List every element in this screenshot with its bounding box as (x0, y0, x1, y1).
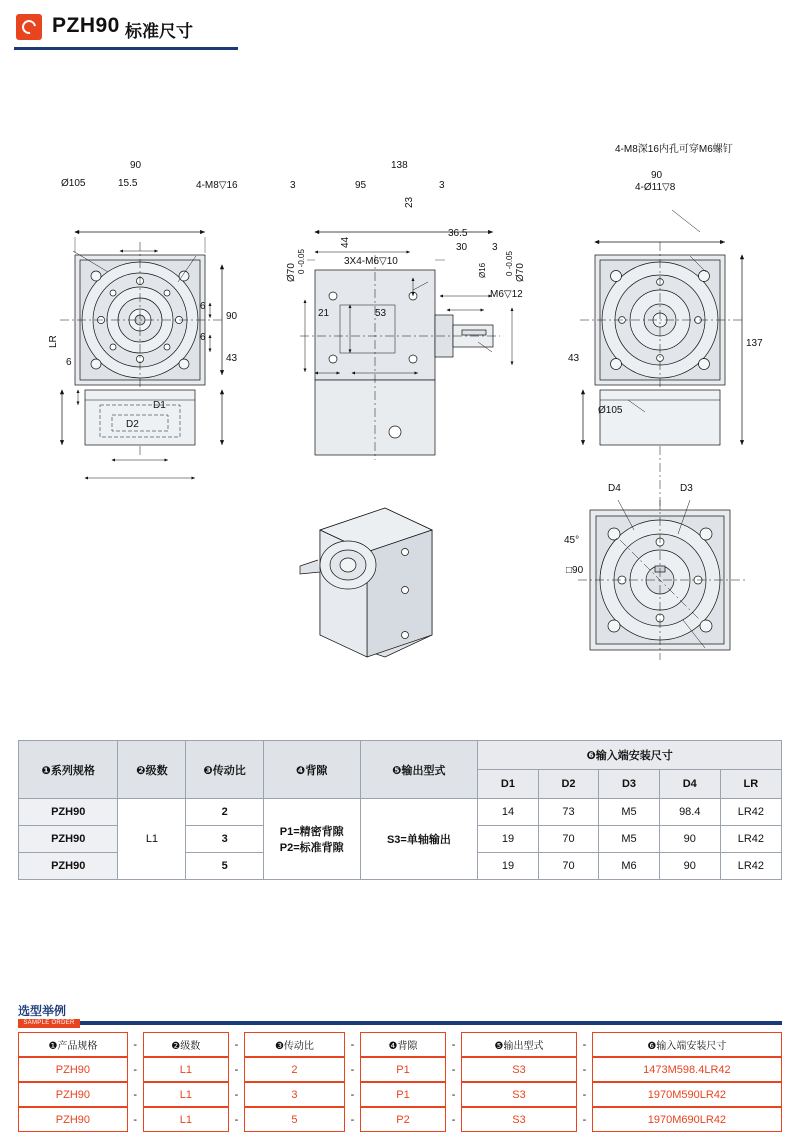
gear-logo-icon (16, 14, 42, 40)
order-cell-output: S3 (461, 1057, 577, 1082)
order-cell-stages: L1 (143, 1082, 229, 1107)
cell-lr: LR42 (720, 799, 781, 826)
cell-stages: L1 (118, 799, 186, 880)
cell-d4: 90 (659, 826, 720, 853)
cell-lr: LR42 (720, 853, 781, 880)
th-input-group: ❻输入端安装尺寸 (478, 741, 782, 770)
dim-front-6b: 6 (200, 332, 206, 343)
dim-front-43: 43 (226, 353, 238, 364)
rear-view (580, 210, 742, 510)
order-dash: - (582, 1038, 587, 1051)
cell-d3: M5 (599, 799, 660, 826)
cell-d1: 19 (478, 826, 539, 853)
order-th-2: ❸传动比 (244, 1032, 345, 1057)
header-rule (14, 47, 238, 50)
order-cell-stages: L1 (143, 1107, 229, 1132)
order-row (18, 1082, 782, 1107)
dim-front-6a: 6 (200, 301, 206, 312)
cell-d2: 73 (538, 799, 599, 826)
dim-front-d1: D1 (153, 400, 166, 411)
order-cell-spec: PZH90 (18, 1107, 128, 1132)
dim-front-90-top: 90 (130, 160, 142, 171)
cell-backlash (263, 799, 360, 880)
note-front-4-m8: 4-M8▽16 (196, 180, 238, 191)
order-dash: - (350, 1113, 355, 1126)
order-dash: - (350, 1063, 355, 1076)
cell-ratio: 3 (186, 826, 263, 853)
dim-side-3a: 3 (290, 180, 296, 191)
dim-rear-43: 43 (568, 353, 580, 364)
sample-order-table (18, 1032, 782, 1132)
order-dash: - (133, 1038, 138, 1051)
dim-bottom-d3: D3 (680, 483, 693, 494)
cell-d2: 70 (538, 853, 599, 880)
order-dash: - (234, 1088, 239, 1101)
order-cell-ratio: 3 (244, 1082, 345, 1107)
order-row (18, 1107, 782, 1132)
note-side-3x4-m6: 3X4-M6▽10 (344, 256, 398, 267)
order-dash: - (451, 1038, 456, 1051)
order-dash: - (234, 1113, 239, 1126)
cell-lr: LR42 (720, 826, 781, 853)
th-stages: ❷级数 (118, 741, 186, 799)
th-d3: D3 (599, 770, 660, 799)
th-backlash: ❹背隙 (263, 741, 360, 799)
order-cell-input: 1970M590LR42 (592, 1082, 782, 1107)
order-dash: - (451, 1088, 456, 1101)
front-view (60, 232, 222, 478)
dim-side-21: 21 (318, 308, 330, 319)
th-output: ❺输出型式 (360, 741, 478, 799)
order-header-row (18, 1032, 782, 1057)
dim-rear-90: 90 (651, 170, 663, 181)
dim-side-d70-left: Ø70 (286, 263, 297, 282)
cell-output: S3=单轴输出 (360, 799, 478, 880)
dim-side-3b: 3 (439, 180, 445, 191)
th-series: ❶系列规格 (19, 741, 118, 799)
cell-d1: 14 (478, 799, 539, 826)
dim-front-6c: 6 (66, 357, 72, 368)
note-side-m6: M6▽12 (490, 289, 523, 300)
sample-order-rule (80, 1021, 782, 1025)
sample-order-badge-label: SAMPLE ORDER (23, 1020, 75, 1026)
cell-series: PZH90 (19, 853, 118, 880)
order-dash: - (133, 1088, 138, 1101)
order-dash: - (451, 1063, 456, 1076)
page-subtitle: 标准尺寸 (125, 22, 193, 41)
th-ratio: ❸传动比 (186, 741, 263, 799)
order-cell-ratio: 2 (244, 1057, 345, 1082)
table-row (19, 799, 782, 826)
cell-d3: M6 (599, 853, 660, 880)
order-row (18, 1057, 782, 1082)
dim-side-3c: 3 (492, 242, 498, 253)
sample-order-title: 选型举例 (18, 1004, 67, 1018)
order-cell-backlash: P2 (360, 1107, 446, 1132)
dim-side-95: 95 (355, 180, 367, 191)
order-cell-output: S3 (461, 1107, 577, 1132)
dim-side-138: 138 (391, 160, 408, 171)
dim-side-30: 30 (456, 242, 468, 253)
dim-bottom-d4: D4 (608, 483, 621, 494)
order-dash: - (234, 1038, 239, 1051)
cell-d2: 70 (538, 826, 599, 853)
order-cell-stages: L1 (143, 1057, 229, 1082)
order-dash: - (350, 1088, 355, 1101)
dim-side-36-5: 36.5 (448, 228, 468, 239)
note-rear-4-d11: 4-Ø11▽8 (635, 182, 676, 193)
order-dash: - (133, 1063, 138, 1076)
dim-side-d70-right: Ø70 (515, 263, 526, 282)
dim-front-d105: Ø105 (61, 178, 86, 189)
order-dash: - (133, 1113, 138, 1126)
page-header (0, 0, 800, 58)
th-lr: LR (720, 770, 781, 799)
dim-side-d16: Ø16 (478, 262, 487, 278)
backlash-line-1: P1=精密背隙 (279, 826, 344, 838)
order-cell-spec: PZH90 (18, 1082, 128, 1107)
order-cell-backlash: P1 (360, 1057, 446, 1082)
order-cell-input: 1473M598.4LR42 (592, 1057, 782, 1082)
order-dash: - (451, 1113, 456, 1126)
order-th-3: ❹背隙 (360, 1032, 446, 1057)
order-dash: - (234, 1063, 239, 1076)
isometric-view (300, 508, 432, 657)
dim-front-90-right: 90 (226, 311, 238, 322)
order-dash: - (582, 1088, 587, 1101)
dim-side-d70-left-tol: 0 -0.05 (297, 249, 306, 274)
cell-d1: 19 (478, 853, 539, 880)
cell-series: PZH90 (19, 826, 118, 853)
order-th-0: ❶产品规格 (18, 1032, 128, 1057)
dim-side-44: 44 (340, 236, 351, 248)
order-dash: - (350, 1038, 355, 1051)
cell-series: PZH90 (19, 799, 118, 826)
cell-d3: M5 (599, 826, 660, 853)
sample-order-badge (18, 1019, 80, 1028)
specification-table (18, 740, 782, 880)
dim-front-lr: LR (48, 335, 59, 348)
dim-bottom-sq90: □90 (566, 565, 584, 576)
order-dash: - (582, 1113, 587, 1126)
backlash-line-2: P2=标准背隙 (279, 842, 344, 854)
cell-ratio: 5 (186, 853, 263, 880)
order-cell-ratio: 5 (244, 1107, 345, 1132)
order-cell-input: 1970M690LR42 (592, 1107, 782, 1132)
dim-bottom-45deg: 45° (564, 535, 580, 546)
dim-side-d70-right-tol: 0 -0.05 (505, 251, 514, 276)
mounting-face-view (578, 500, 745, 660)
note-rear-top: 4-M8深16内孔可穿M6螺钉 (615, 144, 733, 155)
dim-side-53: 53 (375, 308, 387, 319)
th-d1: D1 (478, 770, 539, 799)
dim-rear-d105: Ø105 (598, 405, 623, 416)
cell-d4: 98.4 (659, 799, 720, 826)
cell-ratio: 2 (186, 799, 263, 826)
order-th-1: ❷级数 (143, 1032, 229, 1057)
cell-d4: 90 (659, 853, 720, 880)
dim-front-15-5: 15.5 (118, 178, 138, 189)
drawing-svg (0, 60, 800, 720)
order-cell-backlash: P1 (360, 1082, 446, 1107)
dim-side-23: 23 (404, 196, 415, 208)
th-d4: D4 (659, 770, 720, 799)
dim-rear-137: 137 (746, 338, 763, 349)
th-d2: D2 (538, 770, 599, 799)
order-th-4: ❺输出型式 (461, 1032, 577, 1057)
order-dash: - (582, 1063, 587, 1076)
page-title: PZH90 (52, 14, 120, 37)
order-cell-spec: PZH90 (18, 1057, 128, 1082)
dim-front-d2: D2 (126, 419, 139, 430)
technical-drawing-area (0, 60, 800, 720)
order-cell-output: S3 (461, 1082, 577, 1107)
order-th-5: ❻输入端安装尺寸 (592, 1032, 782, 1057)
